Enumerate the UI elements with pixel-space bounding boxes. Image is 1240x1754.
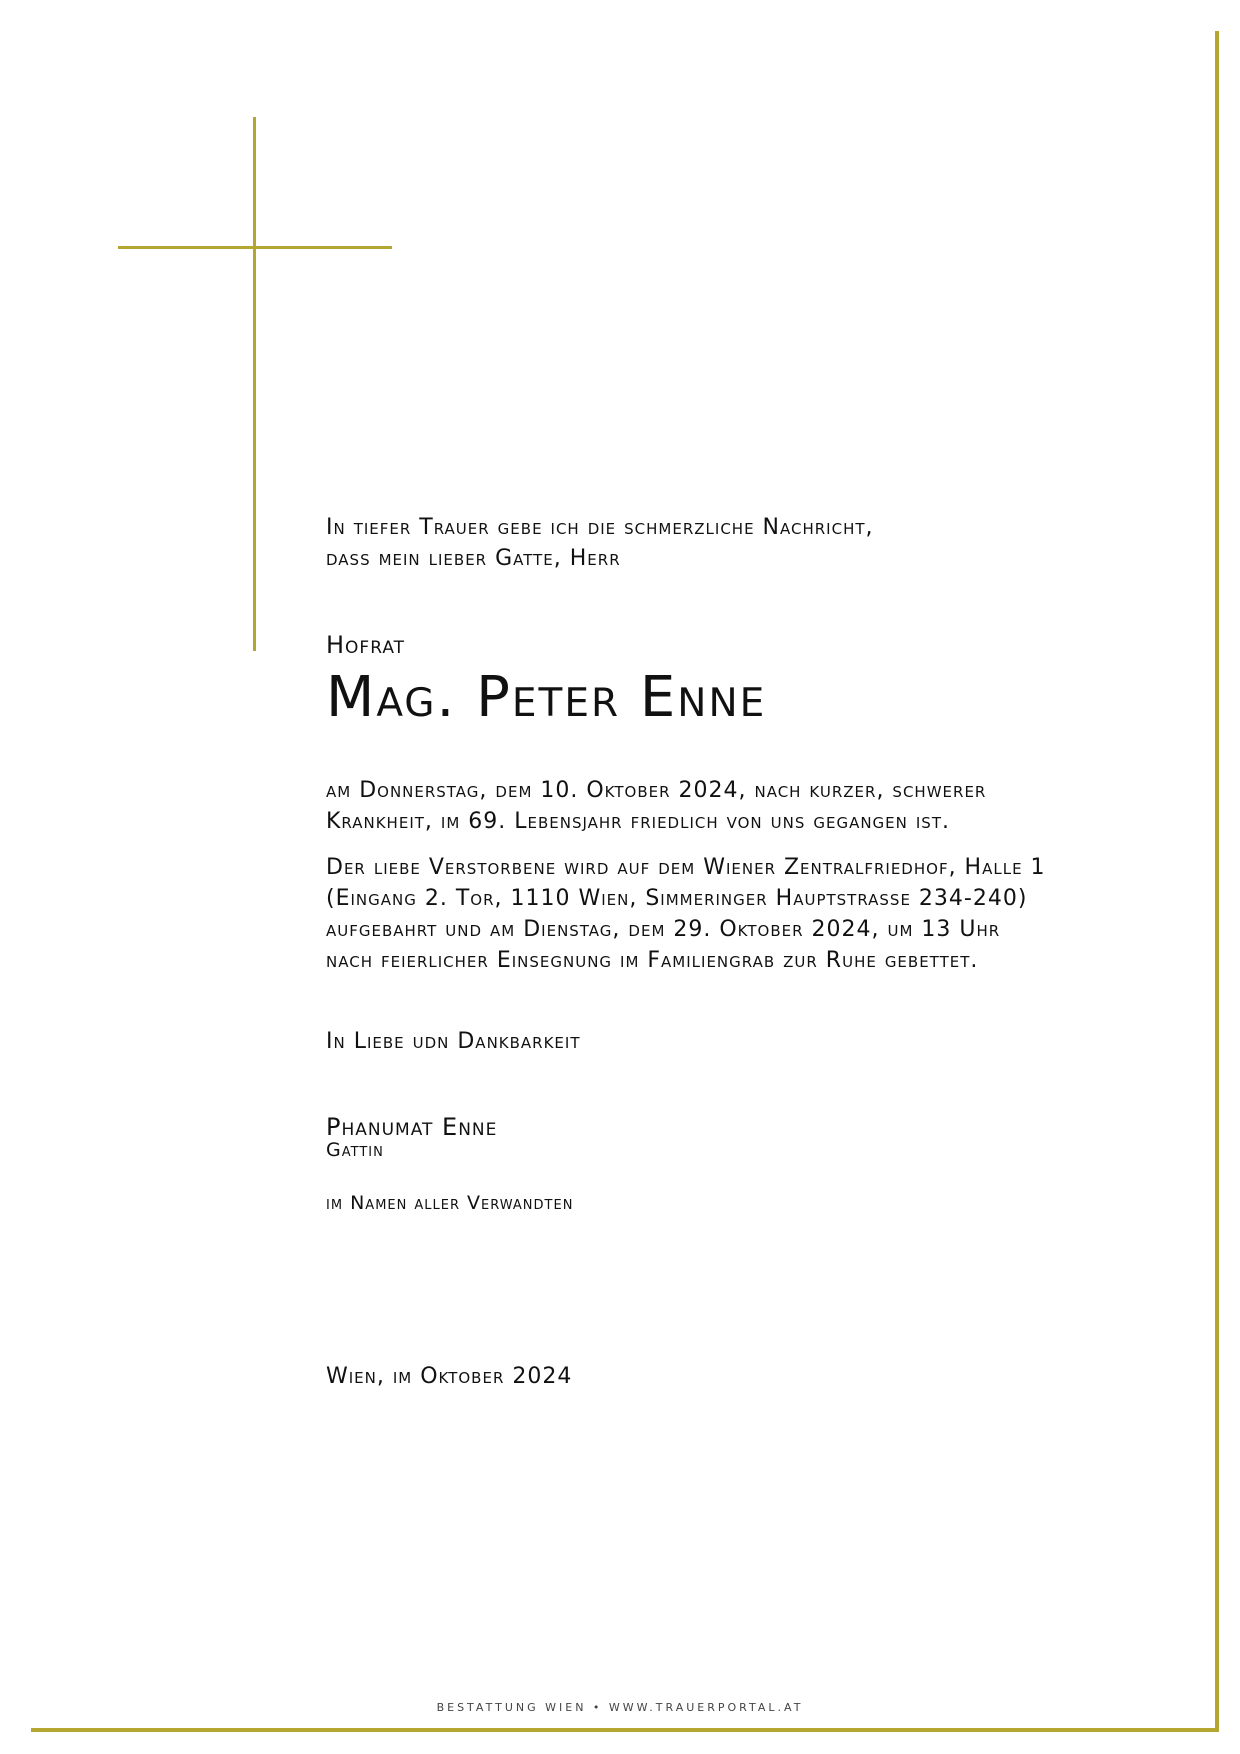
death-line-1: am Donnerstag, dem 10. Oktober 2024, nach kurzer, schwerer	[326, 778, 987, 803]
funeral-line-4: nach feierlicher Einsegnung im Familiengrab zur Ruhe gebettet.	[326, 948, 979, 973]
deceased-name: Mag. Peter Enne	[326, 665, 767, 730]
death-paragraph	[326, 775, 1186, 837]
intro-line-1: In tiefer Trauer gebe ich die schmerzliche Nachricht,	[326, 515, 874, 540]
funeral-paragraph	[326, 852, 1186, 976]
signer-role: Gattin	[326, 1139, 384, 1161]
relatives-note: im Namen aller Verwandten	[326, 1192, 574, 1214]
funeral-line-2: (Eingang 2. Tor, 1110 Wien, Simmeringer Hauptstrasse 234-240)	[326, 886, 1028, 911]
death-line-2: Krankheit, im 69. Lebensjahr friedlich von uns gegangen ist.	[326, 809, 950, 834]
intro-line-2: dass mein lieber Gatte, Herr	[326, 546, 621, 571]
funeral-line-3: aufgebahrt und am Dienstag, dem 29. Oktober 2024, um 13 Uhr	[326, 917, 1001, 942]
frame-bottom-border	[31, 1728, 1219, 1732]
place-date: Wien, im Oktober 2024	[326, 1364, 573, 1389]
signer-name: Phanumat Enne	[326, 1113, 498, 1141]
deceased-title: Hofrat	[326, 631, 406, 659]
intro-text	[326, 512, 1186, 574]
frame-right-border	[1215, 31, 1219, 1730]
funeral-line-1: Der liebe Verstorbene wird auf dem Wiener Zentralfriedhof, Halle 1	[326, 855, 1046, 880]
cross-vertical-bar	[253, 117, 256, 651]
closing-phrase: In Liebe udn Dankbarkeit	[326, 1029, 581, 1054]
cross-horizontal-bar	[118, 246, 392, 249]
footer-credit: BESTATTUNG WIEN • WWW.TRAUERPORTAL.AT	[436, 1701, 804, 1714]
